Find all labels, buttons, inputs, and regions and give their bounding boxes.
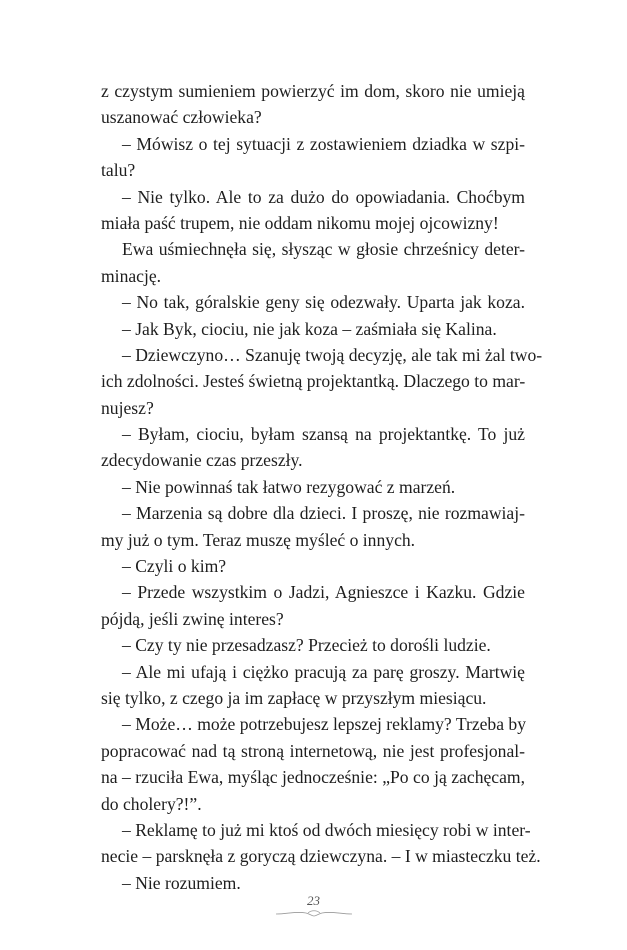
- flourish-ornament-icon: [274, 908, 354, 918]
- text-line: miała paść trupem, nie oddam nikomu mojej ojcowizny!: [101, 212, 499, 233]
- text-line: ich zdolności. Jesteś świetną projektantką. Dlaczego to mar-: [101, 371, 526, 392]
- text-line: Ewa uśmiechnęła się, słysząc w głosie chrześnicy deter-: [122, 239, 525, 260]
- text-line: zdecydowanie czas przeszły.: [101, 450, 303, 471]
- text-line: – Marzenia są dobre dla dzieci. I proszę, nie rozmawiaj-: [122, 503, 525, 524]
- text-line: – Byłam, ciociu, byłam szansą na projektantkę. To już: [122, 424, 525, 445]
- text-line: necie – parsknęła z goryczą dziewczyna. – I w miasteczku też.: [101, 846, 541, 867]
- text-line: z czystym sumieniem powierzyć im dom, skoro nie umieją: [101, 81, 525, 101]
- text-line: na – rzuciła Ewa, myśląc jednocześnie: „Po co ją zachęcam,: [101, 767, 525, 788]
- page-number: 23: [307, 893, 320, 908]
- text-line: – No tak, góralskie geny się odezwały. Uparta jak koza.: [122, 292, 525, 313]
- text-line: – Czy ty nie przesadzasz? Przecież to dorośli ludzie.: [122, 635, 491, 656]
- text-line: – Przede wszystkim o Jadzi, Agnieszce i Kazku. Gdzie: [122, 582, 525, 603]
- text-line: się tylko, z czego ja im zapłacę w przyszłym miesiącu.: [101, 687, 487, 708]
- text-line: minację.: [101, 265, 162, 286]
- text-line: – Reklamę to już mi ktoś od dwóch miesięcy robi w inter-: [122, 819, 531, 840]
- text-line: popracować nad tą stroną internetową, nie jest profesjonal-: [101, 740, 525, 761]
- page-footer: [0, 894, 627, 918]
- text-line: – Nie tylko. Ale to za dużo do opowiadania. Choćbym: [122, 186, 525, 207]
- text-line: – Ale mi ufają i ciężko pracują za parę groszy. Martwię: [122, 661, 525, 682]
- text-line: – Nie powinnaś tak łatwo rezygować z marzeń.: [122, 476, 456, 497]
- text-line: – Może… może potrzebujesz lepszej reklamy? Trzeba by: [122, 714, 527, 735]
- text-line: my już o tym. Teraz muszę myśleć o innych.: [101, 529, 416, 550]
- text-line: – Nie rozumiem.: [122, 872, 241, 893]
- text-line: – Dziewczyno… Szanuję twoją decyzję, ale tak mi żal two-: [122, 344, 543, 365]
- text-line: nujesz?: [101, 397, 154, 418]
- text-line: talu?: [101, 160, 136, 181]
- text-line: pójdą, jeśli zwinę interes?: [101, 608, 284, 629]
- text-line: – Jak Byk, ciociu, nie jak koza – zaśmiała się Kalina.: [122, 318, 497, 339]
- book-page-text: [101, 78, 543, 896]
- text-line: do cholery?!”.: [101, 793, 202, 814]
- text-line: – Mówisz o tej sytuacji z zostawieniem dziadka w szpi-: [122, 133, 525, 154]
- text-line: – Czyli o kim?: [122, 556, 227, 577]
- text-line: uszanować człowieka?: [101, 107, 262, 128]
